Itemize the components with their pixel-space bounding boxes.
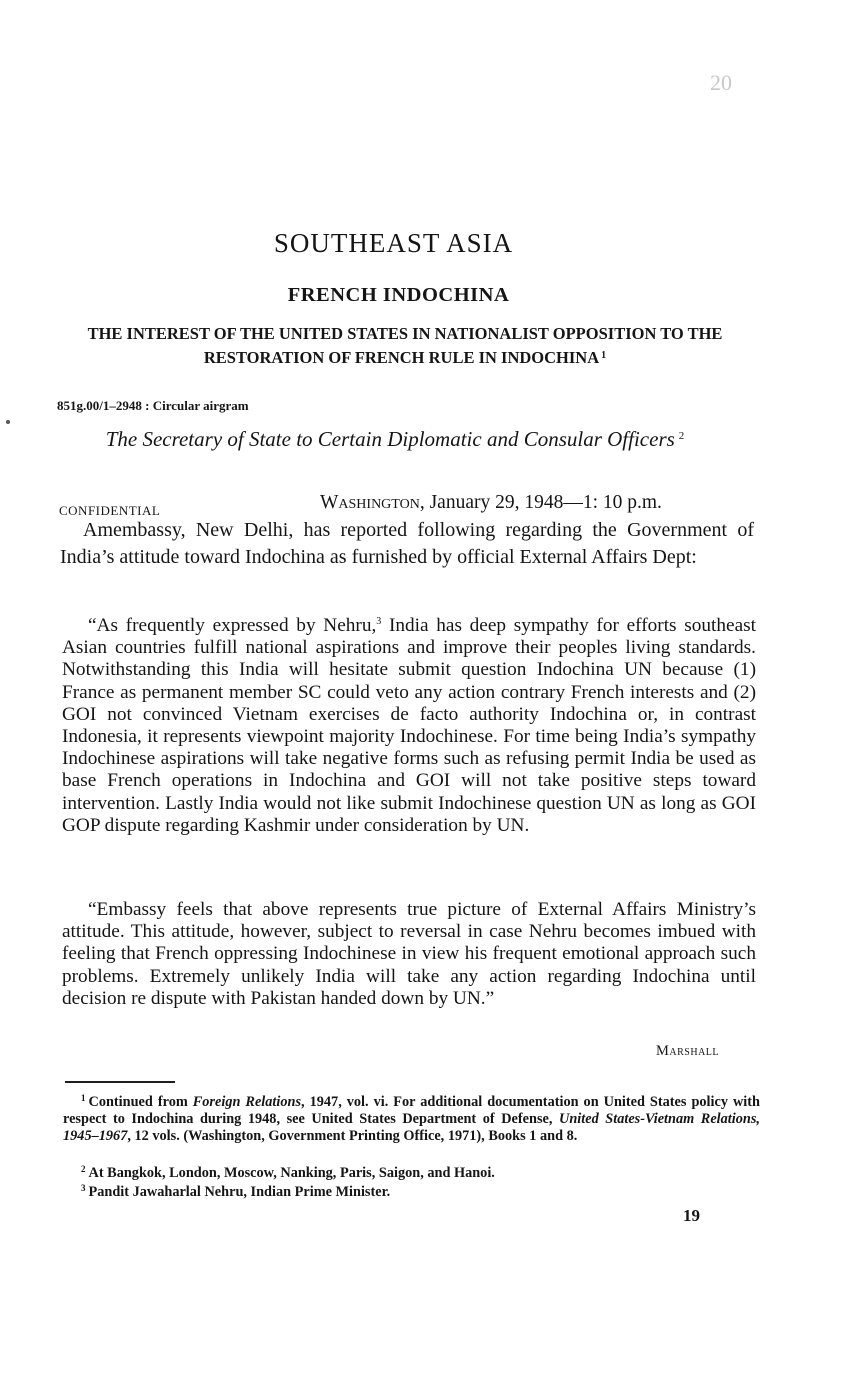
- footnote-1-text-b: , 1947, vol. vi. For additional documentation on United States policy with respect to Indochina during 1948, see United States Department of Defense,: [63, 1094, 760, 1127]
- title-footnote-ref: 2: [678, 430, 685, 442]
- quote-paragraph-1: [62, 611, 756, 837]
- classification: CONFIDENTIAL: [59, 503, 161, 518]
- footnote-2-mark: 2: [81, 1164, 86, 1174]
- topic-footnote-ref: 1: [601, 350, 607, 361]
- page-number: 19: [683, 1206, 700, 1225]
- dateline-date: , January 29, 1948—1: 10 p.m.: [419, 492, 662, 513]
- dateline: [320, 492, 662, 514]
- quote1-rest: India has deep sympathy for efforts southeast Asian countries fulfill national aspirations and improve their peoples living standards. Notwithstanding this India will hesitate submit question Indochina UN because (1) France as permanent member SC could veto any action contrary French interests and (2) GOI not convinced Vietnam exercises de facto authority Indochina or, in contrast Indonesia, it represents viewpoint majority Indochinese. For time being India’s sympathy Indochinese aspirations will take negative forms such as refusing permit India be used as base French operations in Indochina and GOI will not take positive steps toward intervention. Lastly India would not like submit Indochinese question UN as long as GOI GOP dispute regarding Kashmir under consideration by UN.: [62, 615, 756, 836]
- topic-heading: [40, 323, 770, 369]
- document-title: [60, 422, 730, 453]
- footnote-2: [63, 1161, 760, 1182]
- footnote-1-title-a: Foreign Relations: [192, 1094, 302, 1110]
- quote1-start: “As frequently expressed by Nehru,: [88, 615, 377, 636]
- section-heading: SOUTHEAST ASIA: [273, 228, 514, 258]
- nehru-footnote-ref: 3: [376, 616, 382, 627]
- footnote-1-text-c: , 12 vols. (Washington, Government Printing Office, 1971), Books 1 and 8.: [127, 1128, 578, 1144]
- footnote-1-mark: 1: [81, 1093, 86, 1103]
- footnote-1: [63, 1090, 760, 1145]
- dateline-place: Washington: [320, 492, 420, 513]
- footnote-1-text-a: Continued from: [88, 1094, 193, 1110]
- footnote-3-text: Pandit Jawaharlal Nehru, Indian Prime Minister.: [88, 1184, 391, 1200]
- bleed-through-mark: 20: [710, 70, 732, 95]
- intro-paragraph: Amembassy, New Delhi, has reported following regarding the Government of India’s attitude toward Indochina as furnished by official External Affairs Dept:: [60, 519, 754, 568]
- quote-paragraph-2: “Embassy feels that above represents true picture of External Affairs Ministry’s attitude. This attitude, however, subject to reversal in case Nehru becomes imbued with feeling that French oppressing Indochinese in view his frequent emotional approach such problems. Extremely unlikely India will take any action regarding Indochina until decision re dispute with Pakistan handed down by UN.”: [62, 899, 756, 1009]
- footnote-3: [63, 1180, 760, 1201]
- signature: Marshall: [656, 1043, 720, 1059]
- country-heading: FRENCH INDOCHINA: [287, 284, 510, 306]
- margin-dot: [6, 420, 10, 424]
- topic-heading-text: THE INTEREST OF THE UNITED STATES IN NATIONALIST OPPOSITION TO THE RESTORATION OF FRENCH RULE IN INDOCHINA: [87, 324, 723, 367]
- footnote-divider: [65, 1081, 175, 1083]
- file-number: 851g.00/1–2948 : Circular airgram: [57, 398, 249, 413]
- footnote-1-title-b: United States-Vietnam Relations, 1945–1967: [63, 1111, 760, 1144]
- footnote-3-mark: 3: [81, 1183, 86, 1193]
- document-title-text: The Secretary of State to Certain Diplomatic and Consular Officers: [105, 427, 675, 451]
- footnote-2-text: At Bangkok, London, Moscow, Nanking, Paris, Saigon, and Hanoi.: [88, 1165, 495, 1181]
